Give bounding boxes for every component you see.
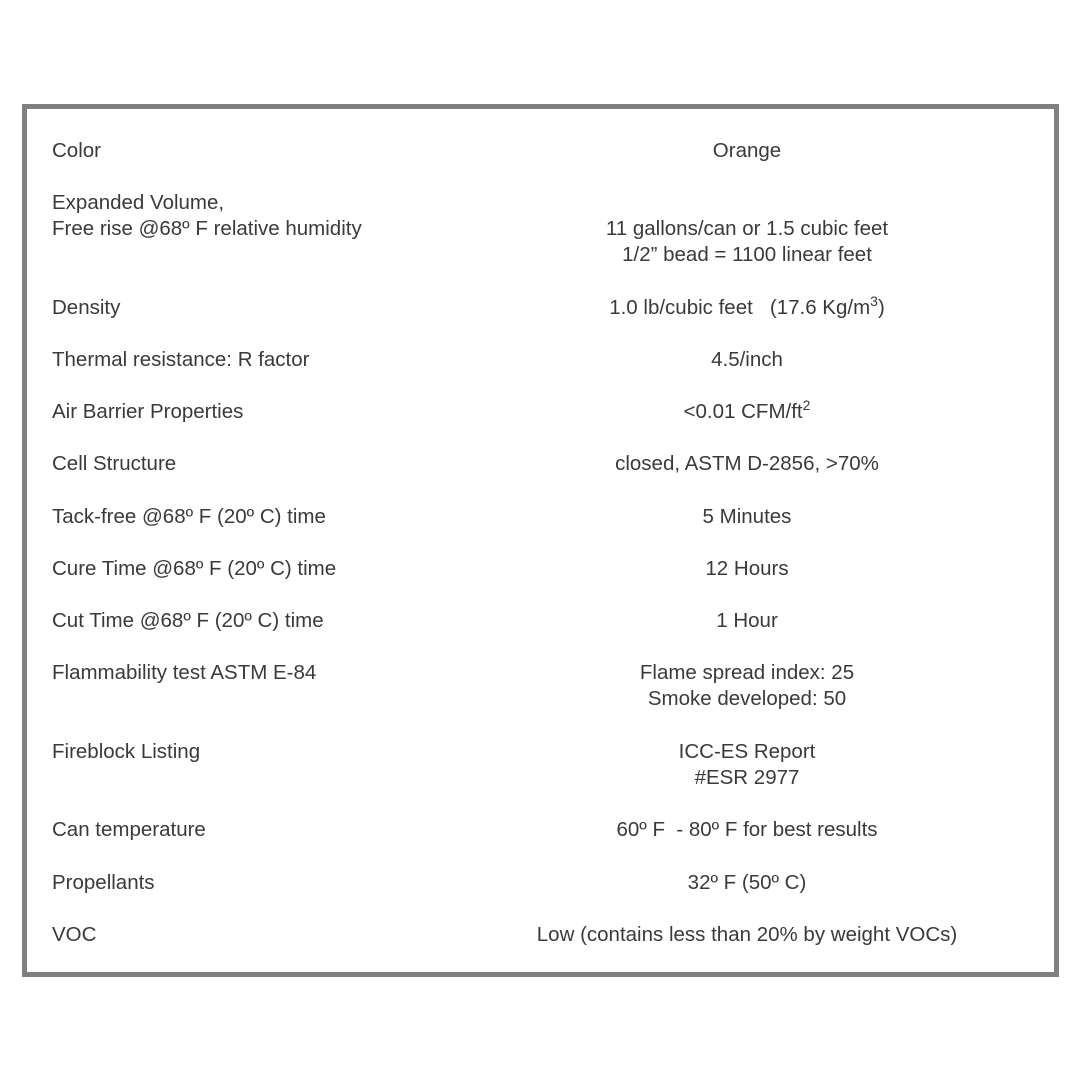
spec-value — [497, 347, 997, 373]
spec-value-line: #ESR 2977 — [694, 766, 800, 789]
spec-label — [52, 608, 482, 634]
air-barrier-value-text: <0.01 CFM/ft — [683, 400, 803, 423]
spec-value-line: Orange — [712, 139, 782, 162]
spec-value — [497, 295, 997, 322]
spec-label-line: Fireblock Listing — [52, 740, 201, 763]
spec-value — [497, 608, 997, 634]
spec-label-line: Cell Structure — [52, 452, 177, 475]
spec-label-line: Cut Time @68º F (20º C) time — [52, 609, 324, 632]
spec-label — [52, 190, 482, 242]
spec-value-line: 32º F (50º C) — [687, 871, 807, 894]
spec-label-line: Propellants — [52, 871, 155, 894]
spec-label-line: Color — [52, 139, 101, 162]
spec-value-line: Low (contains less than 20% by weight VOCs) — [536, 923, 958, 946]
spec-value — [497, 817, 997, 843]
spec-value — [497, 504, 997, 530]
spec-label — [52, 739, 482, 765]
spec-value-line: closed, ASTM D-2856, >70% — [615, 452, 879, 475]
spec-value — [497, 216, 997, 268]
density-value-text: 1.0 lb/cubic feet (17.6 Kg/m — [609, 296, 871, 319]
spec-label — [52, 504, 482, 530]
density-value-tail: ) — [877, 296, 885, 319]
spec-value-line: Smoke developed: 50 — [647, 687, 847, 710]
spec-value-line — [497, 295, 997, 322]
spec-label — [52, 347, 482, 373]
spec-label — [52, 556, 482, 582]
spec-label — [52, 660, 482, 686]
spec-value — [497, 870, 997, 896]
air-barrier-superscript: 2 — [802, 397, 811, 413]
spec-value-line: 4.5/inch — [711, 348, 783, 371]
spec-value-line — [497, 399, 997, 426]
spec-value-line: ICC-ES Report — [678, 740, 816, 763]
spec-label-line: VOC — [52, 923, 97, 946]
spec-label-line: Thermal resistance: R factor — [52, 348, 310, 371]
spec-label-line: Free rise @68º F relative humidity — [52, 217, 362, 240]
spec-value — [497, 399, 997, 426]
spec-label-line: Expanded Volume, — [52, 191, 225, 214]
spec-value — [497, 739, 997, 791]
spec-label — [52, 817, 482, 843]
spec-label-line: Can temperature — [52, 818, 206, 841]
spec-label — [52, 870, 482, 896]
spec-value-line: 5 Minutes — [702, 505, 792, 528]
spec-value-line: Flame spread index: 25 — [639, 661, 855, 684]
spec-label-line: Tack-free @68º F (20º C) time — [52, 505, 326, 528]
spec-value — [497, 922, 997, 948]
spec-value-line: 1 Hour — [716, 609, 778, 632]
spec-label — [52, 399, 482, 425]
spec-value-line: 12 Hours — [705, 557, 789, 580]
spec-label-line: Flammability test ASTM E-84 — [52, 661, 317, 684]
spec-label — [52, 138, 482, 164]
density-superscript: 3 — [870, 293, 878, 309]
spec-value-line: 11 gallons/can or 1.5 cubic feet — [605, 217, 889, 240]
spec-value-line: 1/2” bead = 1100 linear feet — [622, 243, 872, 266]
spec-label-line: Cure Time @68º F (20º C) time — [52, 557, 337, 580]
spec-label — [52, 451, 482, 477]
spec-label-line: Air Barrier Properties — [52, 400, 244, 423]
spec-label-line: Density — [52, 296, 121, 319]
spec-value — [497, 451, 997, 477]
spec-label — [52, 295, 482, 321]
spec-table — [22, 104, 1059, 977]
spec-value-line: 60º F - 80º F for best results — [616, 818, 878, 841]
spec-value — [497, 660, 997, 712]
spec-value — [497, 556, 997, 582]
spec-label — [52, 922, 482, 948]
spec-value — [497, 138, 997, 164]
